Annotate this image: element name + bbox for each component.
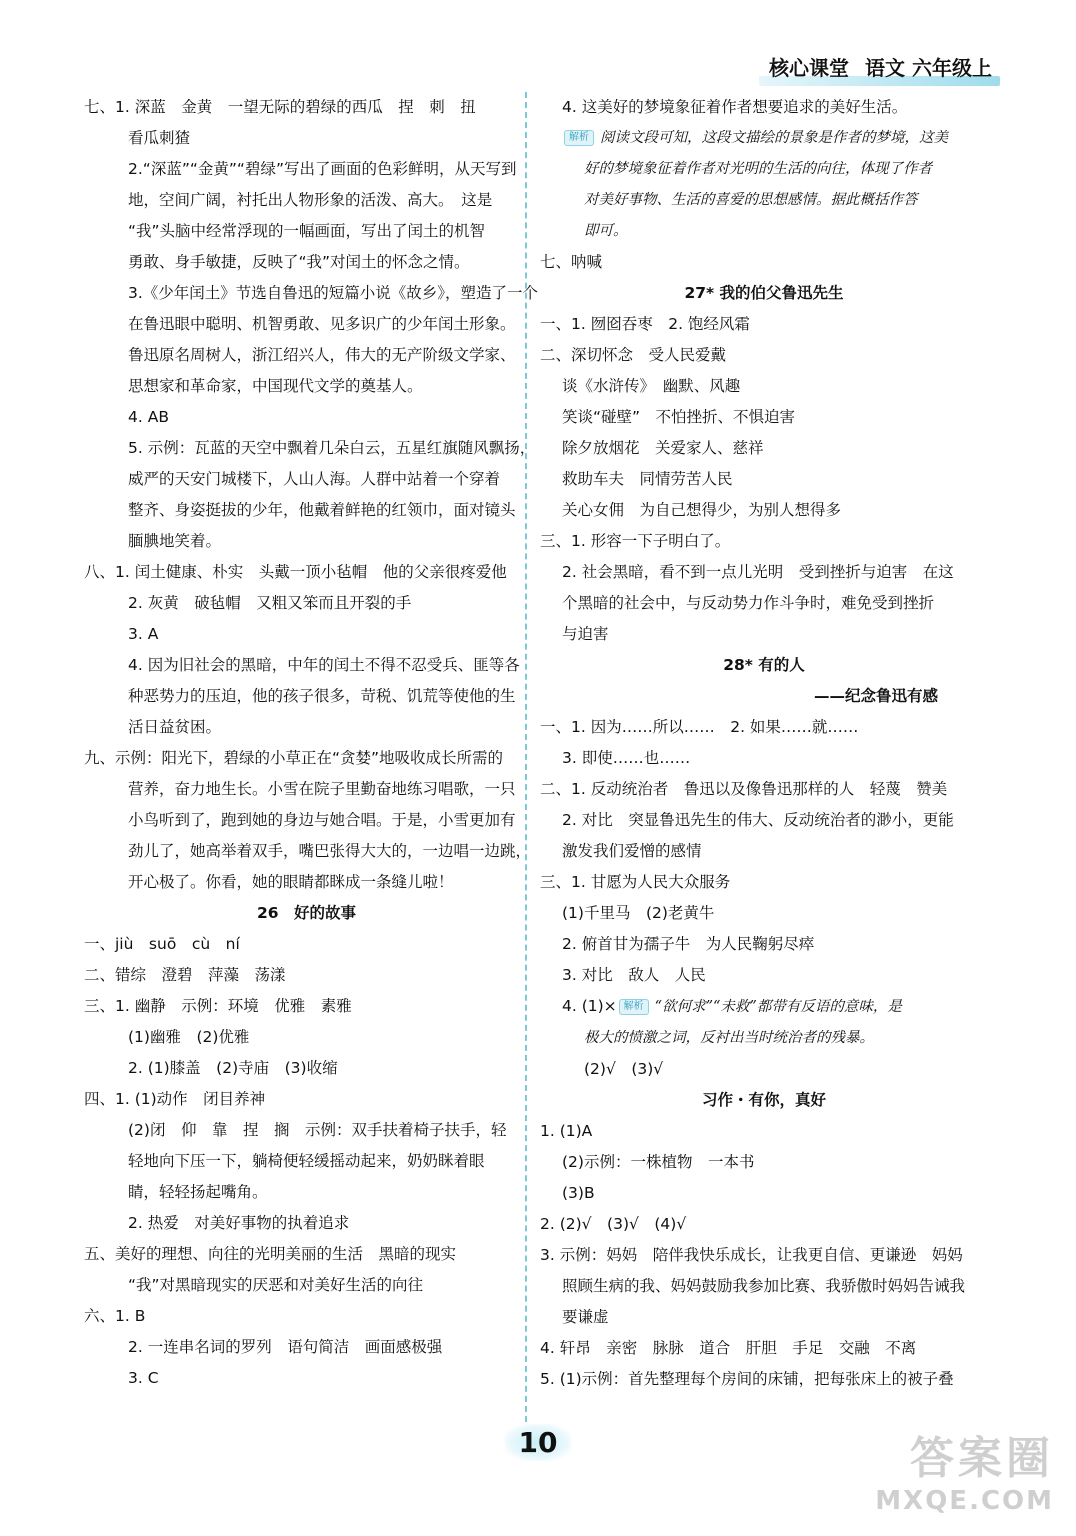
watermark-url: MXQE.COM xyxy=(875,1486,1054,1516)
answer-line: 1. (1)A xyxy=(540,1122,593,1140)
answer-line: 一、1. 因为……所以…… 2. 如果……就…… xyxy=(540,718,859,736)
answer-line: 除夕放烟花 关爱家人、慈祥 xyxy=(562,439,764,457)
answer-line: 4. 这美好的梦境象征着作者想要追求的美好生活。 xyxy=(562,98,908,116)
analysis-tag: 解析 xyxy=(564,130,594,146)
analysis-note-line: 极大的愤激之词，反衬出当时统治者的残暴。 xyxy=(584,1030,874,1046)
answer-line: (1)幽雅 (2)优雅 xyxy=(128,1028,250,1046)
answer-line: 4. 因为旧社会的黑暗，中年的闰土不得不忍受兵、匪等各 xyxy=(128,656,520,674)
answer-text: 4. (1)× xyxy=(562,997,617,1015)
answer-line: 2. 俯首甘为孺子牛 为人民鞠躬尽瘁 xyxy=(562,935,815,953)
answer-line: 2. 一连串名词的罗列 语句简洁 画面感极强 xyxy=(128,1338,443,1356)
answer-line: 三、1. 形容一下子明白了。 xyxy=(540,532,731,550)
answer-line: 与迫害 xyxy=(562,625,609,643)
answer-line: 威严的天安门城楼下，人山人海。人群中站着一个穿着 xyxy=(128,470,501,488)
lesson-title: 27* 我的伯父鲁迅先生 xyxy=(684,284,844,302)
answer-line: 3.《少年闰土》节选自鲁迅的短篇小说《故乡》，塑造了一个 xyxy=(128,284,539,302)
answer-line: 个黑暗的社会中，与反动势力作斗争时，难免受到挫折 xyxy=(562,594,935,612)
answer-line: (2)闭 仰 靠 捏 搁 示例：双手扶着椅子扶手，轻 xyxy=(128,1121,507,1139)
lesson-title: 习作・有你，真好 xyxy=(701,1091,826,1109)
answer-line: (3)B xyxy=(562,1184,595,1202)
answer-line: 照顾生病的我、妈妈鼓励我参加比赛、我骄傲时妈妈告诫我 xyxy=(562,1277,966,1295)
left-column xyxy=(84,92,539,1394)
answer-line: 2.“深蓝”“金黄”“碧绿”写出了画面的色彩鲜明，从天写到 xyxy=(128,160,517,178)
answer-line: 4. 轩昂 亲密 脉脉 道合 肝胆 手足 交融 不离 xyxy=(540,1339,917,1357)
answer-line: 在鲁迅眼中聪明、机智勇敢、见多识广的少年闰土形象。 xyxy=(128,315,516,333)
answer-line: 救助车夫 同情劳苦人民 xyxy=(562,470,733,488)
answer-line: 2. 对比 突显鲁迅先生的伟大、反动统治者的渺小，更能 xyxy=(562,811,954,829)
answer-line: 3. 即使……也…… xyxy=(562,749,691,767)
page-number: 10 xyxy=(505,1424,572,1461)
analysis-text: 阅读文段可知，这段文描绘的景象是作者的梦境，这美 xyxy=(600,130,948,146)
answer-line: 七、1. 深蓝 金黄 一望无际的碧绿的西瓜 捏 刺 扭 xyxy=(84,98,476,116)
answer-line: 笑谈“碰壁” 不怕挫折、不惧迫害 xyxy=(562,408,796,426)
analysis-tag: 解析 xyxy=(619,999,649,1015)
watermark-logo-text: 答案圈 xyxy=(910,1433,1054,1484)
answer-line: 一、1. 囫囵吞枣 2. 饱经风霜 xyxy=(540,315,750,333)
answer-line: 三、1. 幽静 示例：环境 优雅 素雅 xyxy=(84,997,352,1015)
answer-line: 3. 对比 敌人 人民 xyxy=(562,966,706,984)
answer-line: 五、美好的理想、向往的光明美丽的生活 黑暗的现实 xyxy=(84,1245,457,1263)
answer-line: 二、错综 澄碧 萍藻 荡漾 xyxy=(84,966,286,984)
lesson-subtitle: ——纪念鲁迅有感 xyxy=(813,687,938,705)
analysis-note-line: 即可。 xyxy=(584,223,628,239)
answer-line: 鲁迅原名周树人，浙江绍兴人，伟大的无产阶级文学家、 xyxy=(128,346,516,364)
answer-line: 关心女佣 为自己想得少，为别人想得多 xyxy=(562,501,842,519)
answer-line: 八、1. 闰土健康、朴实 头戴一顶小毡帽 他的父亲很疼爱他 xyxy=(84,563,507,581)
answer-line: 2. 热爱 对美好事物的执着追求 xyxy=(128,1214,350,1232)
answer-line: 谈《水浒传》 幽默、风趣 xyxy=(562,377,741,395)
answer-line: 四、1. (1)动作 闭目养神 xyxy=(84,1090,266,1108)
answer-line: 看瓜刺猹 xyxy=(128,129,191,147)
answer-line: 地，空间广阔，衬托出人物形象的活泼、高大。 这是 xyxy=(128,191,493,209)
answer-line: 活日益贫困。 xyxy=(128,718,222,736)
answer-line: 勇敢、身手敏捷，反映了“我”对闰土的怀念之情。 xyxy=(128,253,470,271)
answer-line: 思想家和革命家，中国现代文学的奠基人。 xyxy=(128,377,423,395)
answer-line: 2. 社会黑暗，看不到一点儿光明 受到挫折与迫害 在这 xyxy=(562,563,954,581)
answer-line: 5. 示例：瓦蓝的天空中飘着几朵白云，五星红旗随风飘扬， xyxy=(128,439,536,457)
answer-line: 三、1. 甘愿为人民大众服务 xyxy=(540,873,731,891)
answer-line: 睛，轻轻扬起嘴角。 xyxy=(128,1183,268,1201)
answer-line: 4. AB xyxy=(128,408,169,426)
header-brand: 核心课堂 xyxy=(769,55,850,80)
answer-line: 5. (1)示例：首先整理每个房间的床铺，把每张床上的被子叠 xyxy=(540,1370,954,1388)
answer-line: 腼腆地笑着。 xyxy=(128,532,222,550)
answer-line: 3. 示例：妈妈 陪伴我快乐成长，让我更自信、更谦逊 妈妈 xyxy=(540,1246,963,1264)
answer-line: 一、jiù suō cù ní xyxy=(84,935,240,953)
answer-line: 激发我们爱憎的感情 xyxy=(562,842,702,860)
answer-line: (1)千里马 (2)老黄牛 xyxy=(562,904,715,922)
answer-line: 劲儿了，她高举着双手，嘴巴张得大大的，一边唱一边跳， xyxy=(128,842,532,860)
right-column xyxy=(540,92,988,1395)
answer-line: 营养，奋力地生长。小雪在院子里勤奋地练习唱歌，一只 xyxy=(128,780,516,798)
answer-line: (2)示例：一株植物 一本书 xyxy=(562,1153,755,1171)
answer-line: 七、呐喊 xyxy=(540,253,603,271)
answer-line: 2. (1)膝盖 (2)寺庙 (3)收缩 xyxy=(128,1059,338,1077)
answer-line: 轻地向下压一下，躺椅便轻缓摇动起来，奶奶眯着眼 xyxy=(128,1152,485,1170)
answer-line: 3. A xyxy=(128,625,159,643)
answer-line: 二、1. 反动统治者 鲁迅以及像鲁迅那样的人 轻蔑 赞美 xyxy=(540,780,948,798)
watermark xyxy=(875,1422,1054,1516)
answer-line: 二、深切怀念 受人民爱戴 xyxy=(540,346,727,364)
answer-line: “我”头脑中经常浮现的一幅画面，写出了闰土的机智 xyxy=(128,222,486,240)
answer-line: 六、1. B xyxy=(84,1307,146,1325)
answer-line: 整齐、身姿挺拔的少年，他戴着鲜艳的红领巾，面对镜头 xyxy=(128,501,516,519)
answer-line: 2. 灰黄 破毡帽 又粗又笨而且开裂的手 xyxy=(128,594,412,612)
analysis-note-line xyxy=(540,123,988,154)
analysis-note-line: 对美好事物、生活的喜爱的思想感情。据此概括作答 xyxy=(584,192,918,208)
answer-line: 3. C xyxy=(128,1369,159,1387)
lesson-title: 28* 有的人 xyxy=(723,656,805,674)
lesson-title: 26 好的故事 xyxy=(256,904,357,922)
answer-line: (2)√ (3)√ xyxy=(584,1060,664,1078)
answer-line: “我”对黑暗现实的厌恶和对美好生活的向往 xyxy=(128,1276,424,1294)
answer-line: 2. (2)√ (3)√ (4)√ xyxy=(540,1215,687,1233)
page-header xyxy=(769,50,992,82)
analysis-note-line: 好的梦境象征着作者对光明的生活的向往，体现了作者 xyxy=(584,161,932,177)
answer-line: 种恶势力的压迫，他的孩子很多，苛税、饥荒等使他的生 xyxy=(128,687,516,705)
answer-line: 要谦虚 xyxy=(562,1308,609,1326)
answer-line: 开心极了。你看，她的眼睛都眯成一条缝儿啦！ xyxy=(128,873,454,891)
answer-line: 九、示例：阳光下，碧绿的小草正在“贪婪”地吸收成长所需的 xyxy=(84,749,504,767)
analysis-text: “欲何求”“未救”都带有反语的意味，是 xyxy=(654,999,902,1015)
answer-line: 小鸟听到了，跑到她的身边与她合唱。于是，小雪更加有 xyxy=(128,811,516,829)
header-subject: 语文 六年级上 xyxy=(865,55,992,80)
answer-line xyxy=(540,991,988,1023)
